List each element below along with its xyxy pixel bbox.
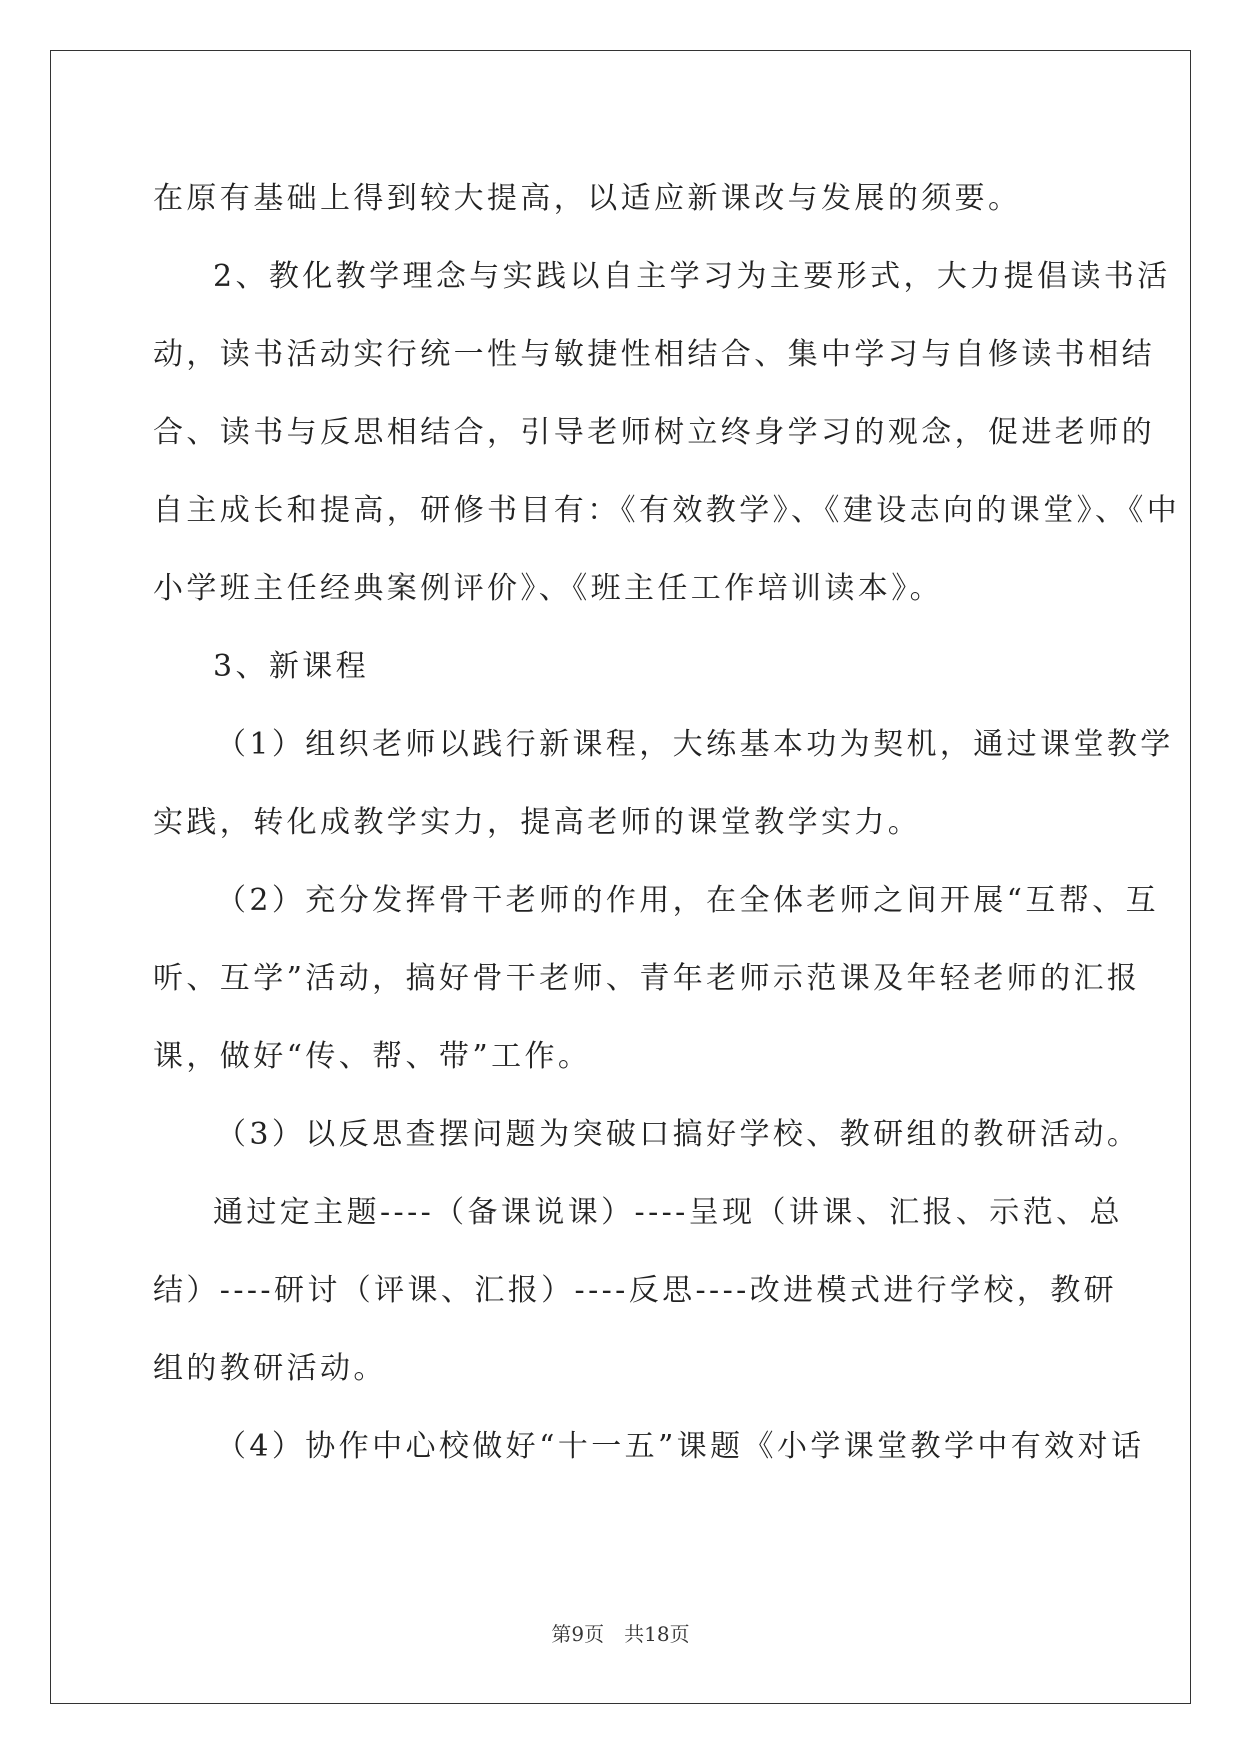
text-line: （4）协作中心校做好“十一五”课题《小学课堂教学中有效对话: [216, 1429, 1145, 1464]
text-line: 动，读书活动实行统一性与敏捷性相结合、集中学习与自修读书相结: [153, 337, 1155, 372]
text-line: 合、读书与反思相结合，引导老师树立终身学习的观念，促进老师的: [153, 415, 1155, 450]
text-line: 2、教化教学理念与实践以自主学习为主要形式，大力提倡读书活: [213, 259, 1171, 294]
text-line: 3、新课程: [213, 649, 370, 684]
page-number-footer: 第9页 共18页: [551, 1622, 690, 1646]
text-line: 课，做好“传、帮、带”工作。: [153, 1039, 592, 1074]
text-line: 实践，转化成教学实力，提高老师的课堂教学实力。: [153, 805, 922, 840]
text-line: 听、互学”活动，搞好骨干老师、青年老师示范课及年轻老师的汇报: [153, 961, 1141, 996]
text-line: 结）----研讨（评课、汇报）----反思----改进模式进行学校，教研: [153, 1273, 1118, 1308]
text-line: 组的教研活动。: [153, 1351, 387, 1386]
document-body: [153, 160, 1181, 1486]
text-line: 在原有基础上得到较大提高，以适应新课改与发展的须要。: [153, 181, 1022, 216]
text-line: 小学班主任经典案例评价》、《班主任工作培训读本》。: [153, 571, 943, 606]
text-line: （3）以反思查摆问题为突破口搞好学校、教研组的教研活动。: [216, 1117, 1141, 1152]
text-line: 通过定主题----（备课说课）----呈现（讲课、汇报、示范、总: [213, 1195, 1123, 1230]
text-line: 自主成长和提高，研修书目有：《有效教学》、《建设志向的课堂》、《中: [153, 493, 1181, 528]
text-line: （2）充分发挥骨干老师的作用，在全体老师之间开展“互帮、互: [216, 883, 1160, 918]
text-line: （1）组织老师以践行新课程，大练基本功为契机，通过课堂教学: [216, 727, 1174, 762]
